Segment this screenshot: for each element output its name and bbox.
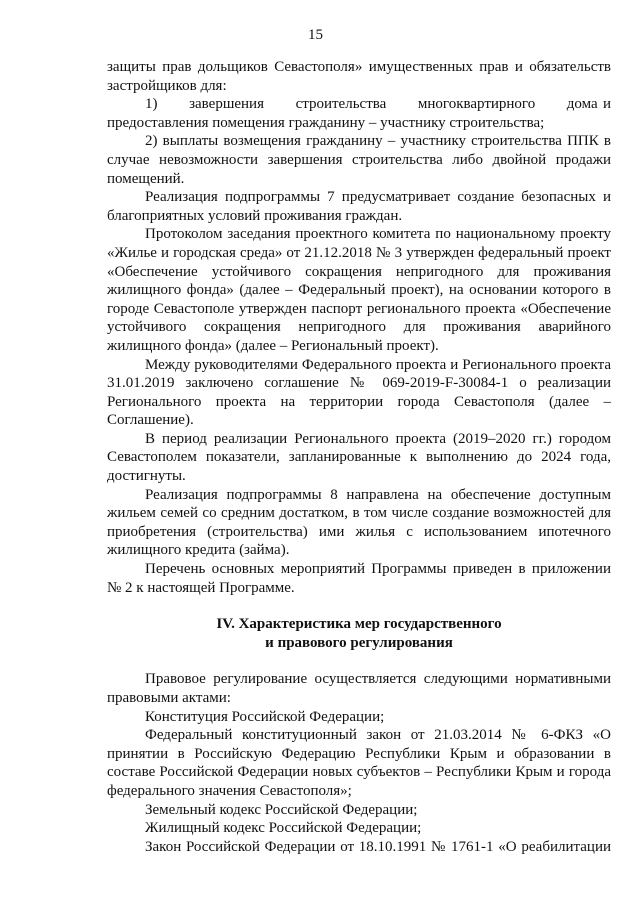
section-heading-line-1: IV. Характеристика мер государственного bbox=[216, 616, 502, 633]
paragraph: Земельный кодекс Российской Федерации; bbox=[145, 801, 418, 818]
paragraphs-after-heading bbox=[107, 670, 611, 856]
paragraph: Закон Российской Федерации от 18.10.1991 № 1761-1 «О реабилитации bbox=[145, 838, 611, 855]
paragraph: Реализация подпрограммы 7 предусматривает создание безопасных и благоприятных условий проживания граждан. bbox=[107, 189, 611, 224]
paragraph: Федеральный конституционный закон от 21.03.2014 № 6-ФКЗ «О принятии в Российскую Федерацию Республики Крым и образовании в составе Российской Федерации новых субъектов – Республики Крым и города федерального значения Севастополя»; bbox=[107, 727, 611, 799]
section-heading-line-2: и правового регулирования bbox=[265, 634, 453, 651]
section-heading bbox=[107, 615, 611, 652]
paragraph: 1) завершения строительства многоквартирного дома и предоставления помещения гражданину – участнику строительства; bbox=[107, 96, 611, 131]
paragraph: Протоколом заседания проектного комитета по национальному проекту «Жилье и городская среда» от 21.12.2018 № 3 утвержден федеральный проект «Обеспечение устойчивого сокращения непригодного для проживания жилищного фонда» (далее – Федеральный проект), на основании которого в городе Севастополе утвержден паспорт регионального проекта «Обеспечение устойчивого сокращения непригодного для проживания аварийного жилищного фонда» (далее – Региональный проект). bbox=[107, 226, 611, 354]
paragraph: Правовое регулирование осуществляется следующими нормативными правовыми актами: bbox=[107, 671, 611, 706]
paragraph: защиты прав дольщиков Севастополя» имущественных прав и обязательств застройщиков для: bbox=[107, 59, 611, 94]
paragraph: Жилищный кодекс Российской Федерации; bbox=[145, 820, 422, 837]
paragraph: Перечень основных мероприятий Программы приведен в приложении № 2 к настоящей Программе. bbox=[107, 561, 611, 596]
paragraph: 2) выплаты возмещения гражданину – участнику строительства ППК в случае невозможности завершения строительства либо двойной продажи помещений. bbox=[107, 133, 611, 187]
paragraph: Реализация подпрограммы 8 направлена на обеспечение доступным жильем семей со средним достатком, в том числе создание возможностей для приобретения (строительства) ими жилья с использованием ипотечного жилищного кредита (займа). bbox=[107, 486, 611, 559]
paragraph: Конституция Российской Федерации; bbox=[145, 708, 385, 725]
paragraph: Между руководителями Федерального проекта и Регионального проекта 31.01.2019 заключено соглашение № 069-2019-F-30084-1 о реализации Регионального проекта на территории города Севастополя (далее – Соглашение). bbox=[107, 356, 611, 429]
page-number: 15 bbox=[308, 27, 323, 43]
document-body bbox=[107, 58, 611, 856]
paragraph: В период реализации Регионального проекта (2019–2020 гг.) городом Севастополем показатели, запланированные к выполнению до 2024 года, достигнуты. bbox=[107, 430, 611, 485]
paragraphs-before-heading bbox=[107, 58, 611, 597]
